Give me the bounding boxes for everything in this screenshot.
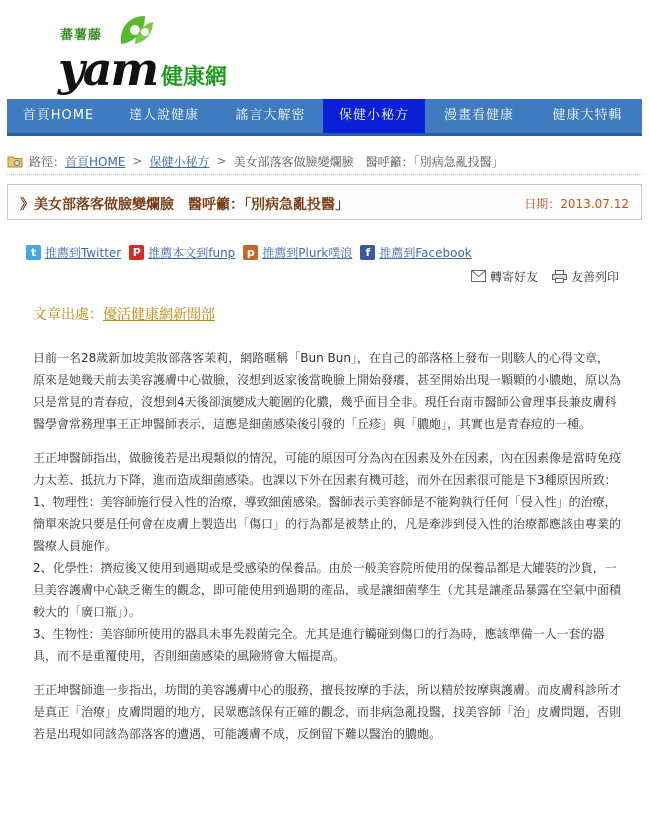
article-paragraph bbox=[33, 347, 625, 435]
folder-icon bbox=[7, 155, 23, 168]
breadcrumb bbox=[7, 152, 642, 170]
nav-item-home[interactable]: 首頁HOME bbox=[22, 108, 95, 123]
share-twitter[interactable] bbox=[26, 244, 121, 261]
envelope-icon bbox=[471, 270, 486, 282]
article-date: 日期：2013.07.12 bbox=[524, 197, 629, 211]
text-line: 2、化學性：擠痘後又使用到過期或是受感染的保養品。由於一般美容院所使用的保養品都是大罐裝的沙貨，一 bbox=[33, 561, 617, 575]
text-line: 日前一名28歲新加坡美妝部落客茉莉，網路暱稱「Bun Bun」，在自己的部落格上發布一則駭人的心得文章， bbox=[33, 351, 609, 365]
share-plurk-link[interactable]: 推薦到Plurk噗浪 bbox=[262, 245, 353, 260]
funp-icon: P bbox=[129, 245, 144, 260]
text-line: 旦美容護膚中心缺乏衛生的觀念，即可能使用到過期的產品，或是讓細菌孳生（尤其是讓產品暴露在空氣中面積 bbox=[33, 583, 622, 597]
article-paragraph bbox=[33, 447, 625, 667]
article-paragraph bbox=[33, 679, 625, 745]
nav-item-health-tips[interactable]: 保健小秘方 bbox=[323, 99, 425, 133]
forward-label: 轉寄好友 bbox=[489, 269, 538, 284]
breadcrumb-prefix: 路徑： bbox=[29, 154, 66, 169]
article-title: 》美女部落客做臉變爛臉 醫呼籲：「別病急亂投醫」 bbox=[20, 197, 349, 213]
printer-icon bbox=[552, 270, 567, 283]
article-tools bbox=[457, 268, 619, 284]
plurk-icon: p bbox=[243, 245, 258, 260]
text-line: 力太差、抵抗力下降，進而造成細菌感染。也課以下外在因素有機可趁，而外在因素很可能是下3種原因所致： bbox=[33, 473, 617, 487]
main-nav bbox=[7, 99, 642, 136]
print-button[interactable] bbox=[552, 268, 619, 285]
share-funp[interactable] bbox=[129, 244, 235, 261]
text-line: 王正坤醫師指出，做臉後若是出現類似的情況，可能的原因可分為內在因素及外在因素，內在因素像是當時免疫 bbox=[33, 451, 622, 465]
text-line: 若是出現如同該為部落客的遭遇，可能護膚不成，反倒留下難以醫治的膿皰。 bbox=[33, 727, 442, 741]
breadcrumb-separator: > bbox=[216, 154, 227, 168]
text-line: 是真正「治療」皮膚問題的地方，民眾應該保有正確的觀念，而非病急亂投醫，找美容師「治」皮膚問題，否則 bbox=[33, 705, 622, 719]
share-plurk[interactable] bbox=[243, 244, 352, 261]
text-line: 醫學會常務理事王正坤醫師表示，這應是細菌感染後引發的「丘疹」與「膿皰」，其實也是青春痘的一種。 bbox=[33, 417, 592, 431]
text-line: 1、物理性：美容師施行侵入性的治療，導致細菌感染。醫師表示美容師是不能夠執行任何「侵入性」的治療， bbox=[33, 495, 617, 509]
logo-yam: yam bbox=[58, 42, 158, 96]
facebook-icon: f bbox=[360, 245, 375, 260]
print-label: 友善列印 bbox=[570, 269, 619, 284]
share-bar bbox=[26, 243, 636, 261]
source-link[interactable]: 優活健康網新聞部 bbox=[103, 307, 215, 323]
text-line: 王正坤醫師進一步指出，坊間的美容護膚中心的服務，擅長按摩的手法，所以精於按摩與護膚。而皮膚科診所才 bbox=[33, 683, 622, 697]
breadcrumb-section-link[interactable]: 保健小秘方 bbox=[149, 154, 210, 169]
text-line: 原來是她幾天前去美容護膚中心做臉，沒想到返家後當晚臉上開始發癢，甚至開始出現一顆顆的小膿皰，原以為 bbox=[33, 373, 622, 387]
article-body bbox=[33, 347, 625, 757]
text-line: 3、生物性：美容師所使用的器具未事先殺菌完全。尤其是進行觸碰到傷口的行為時，應該準備一人一套的器 bbox=[33, 627, 605, 641]
article-source bbox=[33, 304, 215, 324]
forward-button[interactable] bbox=[471, 268, 538, 285]
nav-item-expert-talk[interactable]: 達人說健康 bbox=[128, 108, 199, 123]
twitter-icon: t bbox=[26, 245, 41, 260]
text-line: 簡單來說只要是任何會在皮膚上製造出「傷口」的行為都是被禁止的，凡是牽涉到侵入性的治療都應該由專業的 bbox=[33, 517, 622, 531]
logo-health-net: 健康網 bbox=[161, 65, 228, 90]
text-line: 具，而不是重覆使用，否則細菌感染的風險將會大幅提高。 bbox=[33, 649, 346, 663]
breadcrumb-home-link[interactable]: 首頁HOME bbox=[65, 154, 126, 169]
breadcrumb-separator: > bbox=[132, 154, 143, 168]
site-logo[interactable] bbox=[58, 14, 248, 94]
nav-item-features[interactable]: 健康大特輯 bbox=[552, 108, 623, 123]
text-line: 只是常見的青春痘，沒想到4天後卻演變成大範圍的化膿，幾乎面目全非。現任台南市醫師公會理事長兼皮膚科 bbox=[33, 395, 617, 409]
breadcrumb-current: 美女部落客做臉變爛臉 醫呼籲：「別病急亂投醫」 bbox=[233, 154, 504, 169]
logo-small-text: 蕃薯藤 bbox=[60, 28, 103, 43]
share-twitter-link[interactable]: 推薦到Twitter bbox=[45, 245, 122, 260]
share-facebook[interactable] bbox=[360, 244, 471, 261]
article-title-box bbox=[7, 184, 642, 220]
text-line: 醫療人員施作。 bbox=[33, 539, 118, 553]
source-label: 文章出處： bbox=[33, 307, 103, 323]
divider bbox=[7, 174, 642, 175]
share-funp-link[interactable]: 推薦本文到funp bbox=[148, 245, 236, 260]
text-line: 較大的「廣口瓶」）。 bbox=[33, 605, 142, 619]
nav-item-rumor[interactable]: 謠言大解密 bbox=[235, 108, 306, 123]
share-facebook-link[interactable]: 推薦到Facebook bbox=[379, 245, 472, 260]
nav-item-comics[interactable]: 漫畫看健康 bbox=[443, 108, 514, 123]
